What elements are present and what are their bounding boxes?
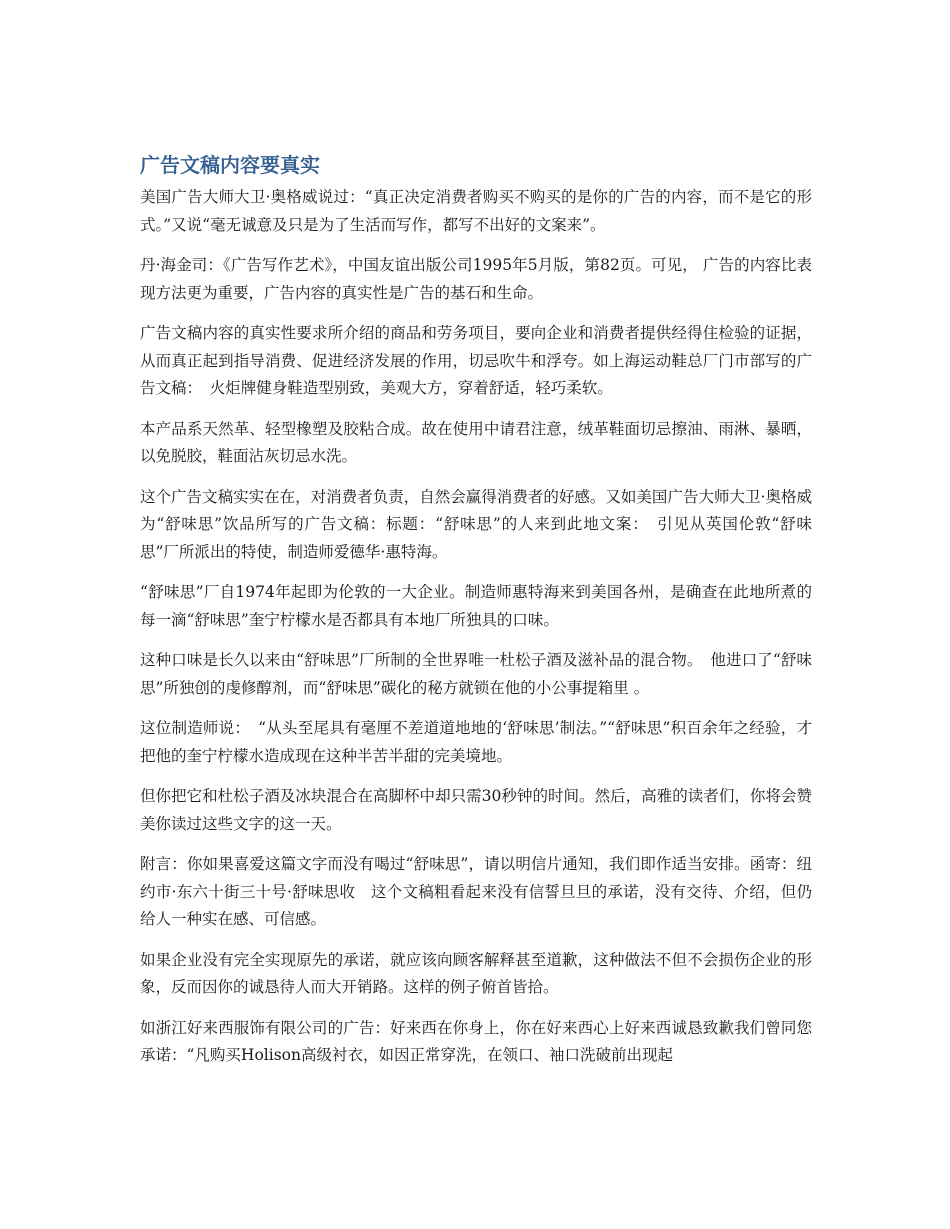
paragraph: 如浙江好来西服饰有限公司的广告：好来西在你身上，你在好来西心上好来西诚恳致歉我们曾同您承诺：“凡购买Holison高级衬衣，如因正常穿洗，在领口、袖口洗破前出现起 xyxy=(140,1018,812,1064)
paragraph: 广告文稿内容的真实性要求所介绍的商品和劳务项目，要向企业和消费者提供经得住检验的证据，从而真正起到指导消费、促进经济发展的作用，切忌吹牛和浮夸。如上海运动鞋总厂门市部写的广告文稿： 火炬牌健身鞋造型别致，美观大方，穿着舒适，轻巧柔软。 xyxy=(140,324,812,397)
paragraph: 本产品系天然革、轻型橡塑及胶粘合成。故在使用中请君注意，绒革鞋面切忌擦油、雨淋、暴晒，以免脱胶，鞋面沾灰切忌水洗。 xyxy=(140,419,812,465)
paragraph: “舒味思”厂自1974年起即为伦敦的一大企业。制造师惠特海来到美国各州，是确查在此地所煮的每一滴“舒味思”奎宁柠檬水是否都具有本地厂所独具的口味。 xyxy=(140,583,812,629)
paragraph: 这位制造师说： “从头至尾具有毫厘不差道道地地的‘舒味思’制法。”“舒味思”积百余年之经验，才把他的奎宁柠檬水造成现在这种半苦半甜的完美境地。 xyxy=(140,719,812,765)
paragraph: 这种口味是长久以来由“舒味思”厂所制的全世界唯一杜松子酒及滋补品的混合物。 他进口了“舒味思”所独创的虔修醇剂，而“舒味思”碳化的秘方就锁在他的小公事提箱里 。 xyxy=(140,651,812,697)
paragraph: 美国广告大师大卫·奥格威说过：“真正决定消费者购买不购买的是你的广告的内容，而不是它的形式。”又说“毫无诚意及只是为了生活而写作，都写不出好的文案来”。 xyxy=(140,188,812,234)
paragraph: 附言：你如果喜爱这篇文字而没有喝过“舒味思”，请以明信片通知，我们即作适当安排。函寄：纽约市·东六十街三十号·舒味思收 这个文稿粗看起来没有信誓旦旦的承诺，没有交待、介绍，但仍给人一种实在感、可信感。 xyxy=(140,855,812,928)
paragraph: 丹·海金司：《广告写作艺术》，中国友谊出版公司1995年5月版，第82页。可见， 广告的内容比表现方法更为重要，广告内容的真实性是广告的基石和生命。 xyxy=(140,256,812,302)
paragraph: 这个广告文稿实实在在，对消费者负责，自然会赢得消费者的好感。又如美国广告大师大卫·奥格威为“舒味思”饮品所写的广告文稿：标题：“舒味思”的人来到此地文案： 引见从英国伦敦“舒味思”厂所派出的特使，制造师爱德华·惠特海。 xyxy=(140,487,812,561)
document-body xyxy=(140,150,812,1083)
paragraph: 但你把它和杜松子酒及冰块混合在高脚杯中却只需30秒钟的时间。然后，高雅的读者们，你将会赞美你读过这些文字的这一天。 xyxy=(140,787,812,833)
paragraph: 如果企业没有完全实现原先的承诺，就应该向顾客解释甚至道歉，这种做法不但不会损伤企业的形象，反而因你的诚恳待人而大开销路。这样的例子俯首皆拾。 xyxy=(140,950,812,996)
document-title: 广告文稿内容要真实 xyxy=(140,153,320,177)
